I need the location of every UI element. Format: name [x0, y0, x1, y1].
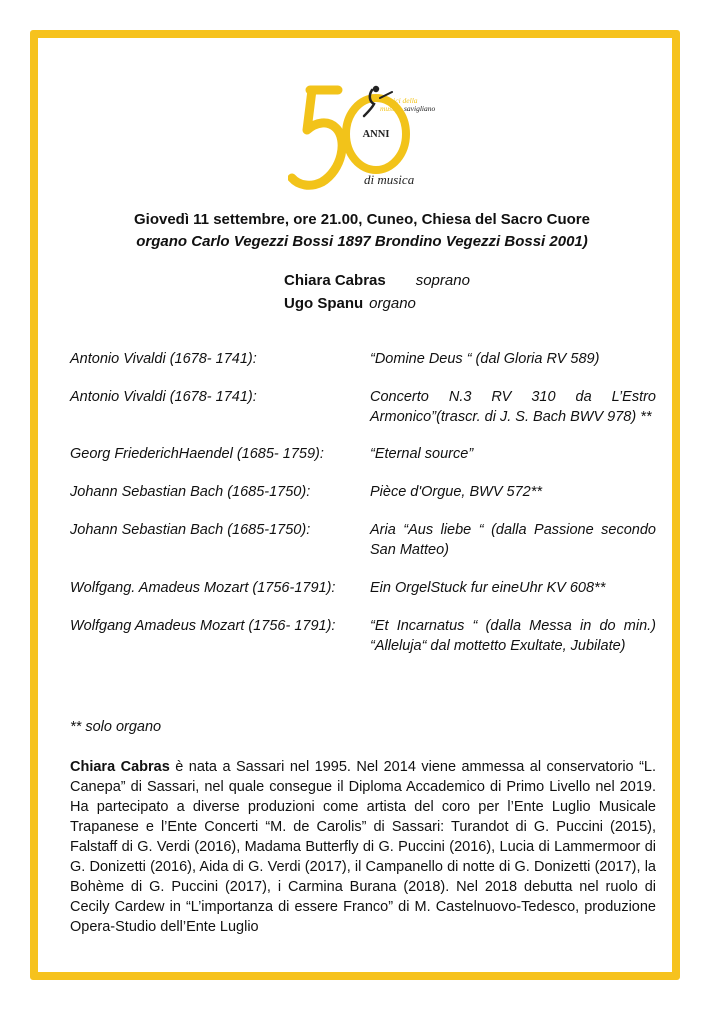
performers [284, 272, 470, 318]
piece: Aria “Aus liebe “ (dalla Passione secondo San Matteo) [370, 522, 656, 558]
performer-role: organo [369, 295, 416, 312]
piece: Ein OrgelStuck fur eineUhr KV 608** [370, 580, 606, 596]
program-item [70, 482, 656, 502]
event-line: Giovedì 11 settembre, ore 21.00, Cuneo, Chiesa del Sacro Cuore [133, 211, 590, 228]
bio-text: è nata a Sassari nel 1995. Nel 2014 viene ammessa al conservatorio “L. Canepa” di Sassari, nel quale consegue il Diploma Accademico di Primo Livello nel 2019. Ha partecipato a diverse produzioni come artista del coro per l’Ente Luglio Musicale Trapanese e l’Ente Concerti “M. de Carolis” di Sassari: Turandot di G. Puccini (2015), Falstaff di G. Verdi (2016), Madama Butterfly di G. Puccini (2016), Lucia di Lammermoor di G. Donizetti (2016), Aida di G. Verdi (2017), il Campanello di notte di G. Donizetti (2017), la Bohème di G. Puccini (2017), i Carmina Burana (2018). Nel 2018 debutta nel ruolo di Cecily Cardew in “L’importanza di essere Franco” di M. Castelnuovo-Tedesco, produzione Opera-Studio dell’Ente Luglio [70, 759, 656, 935]
composer: Antonio Vivaldi (1678- 1741): [70, 351, 257, 367]
solo-organ-note: ** solo organo [70, 719, 162, 735]
program-item [70, 444, 656, 464]
performer-row [284, 295, 470, 318]
logo-org-line2: musica [380, 104, 402, 113]
piece: “Domine Deus “ (dal Gloria RV 589) [370, 351, 600, 367]
biography [70, 757, 656, 937]
composer: Johann Sebastian Bach (1685-1750): [70, 484, 311, 500]
logo-org-line1: amici della [384, 96, 418, 105]
composer: Wolfgang. Amadeus Mozart (1756-1791): [70, 580, 336, 596]
performer-role: soprano [415, 272, 470, 289]
composer: Georg FriederichHaendel (1685- 1759): [70, 446, 324, 462]
performer-name: Chiara Cabras [284, 272, 386, 289]
composer: Wolfgang Amadeus Mozart (1756- 1791): [70, 618, 336, 634]
bio-name: Chiara Cabras [70, 759, 170, 775]
logo-graphic [288, 82, 438, 192]
piece: Pièce d'Orgue, BWV 572** [370, 484, 543, 500]
program-item [70, 387, 656, 427]
piece: “Eternal source” [370, 446, 474, 462]
logo-org-line3: savigliano [404, 104, 436, 113]
logo-anni: ANNI [362, 129, 390, 140]
festival-logo [288, 82, 438, 192]
composer: Johann Sebastian Bach (1685-1750): [70, 522, 311, 538]
program-list [70, 349, 656, 656]
piece: “Et Incarnatus “ (dalla Messa in do min.) “Alleluja“ dal mottetto Exultate, Jubilate) [370, 618, 656, 654]
piece: Concerto N.3 RV 310 da L’Estro Armonico”(trascr. di J. S. Bach BWV 978) ** [370, 389, 656, 425]
composer: Antonio Vivaldi (1678- 1741): [70, 389, 257, 405]
program-item [70, 616, 656, 656]
logo-subtitle: di musica [364, 172, 415, 187]
program-item [70, 520, 656, 560]
performer-row [284, 272, 470, 295]
program-item [70, 349, 656, 369]
organ-line: organo Carlo Vegezzi Bossi 1897 Brondino Vegezzi Bossi 2001) [136, 233, 588, 250]
program-item [70, 578, 656, 598]
performer-name: Ugo Spanu [284, 295, 364, 312]
